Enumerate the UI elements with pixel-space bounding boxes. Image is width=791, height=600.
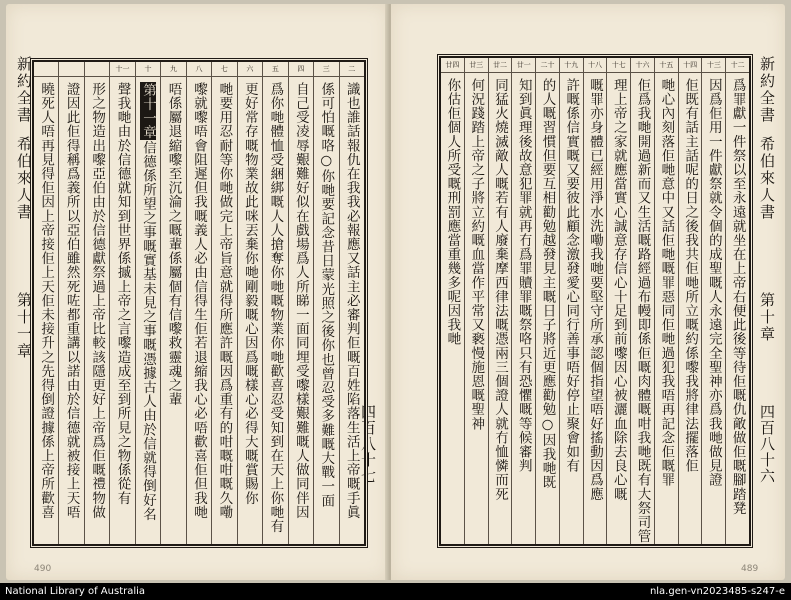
text-column	[288, 62, 313, 544]
column-text: 佢既有話主話呢的日之後我共佢哋所立嘅約係嚟我將律法擺落佢	[682, 78, 699, 473]
text-column	[583, 58, 607, 544]
text-column	[237, 62, 262, 544]
verse-number: 廿三	[465, 58, 488, 73]
column-text: 哋心內刻落佢哋意中又話佢哋嘅罪惡同佢哋過犯我唔再記念佢嘅罪	[658, 78, 675, 487]
text-column	[109, 62, 134, 544]
column-text: 的人嘅習慣但要互相勸勉越發見主嘅日子將近更應勸勉○因我哋既	[539, 78, 556, 490]
text-column	[211, 62, 236, 544]
item-reference: nla.gen-vn2023485-s247-e	[649, 586, 785, 597]
text-column	[535, 58, 559, 544]
text-column	[160, 62, 185, 544]
verse-number: 十四	[679, 58, 702, 73]
right-book-title: 新約全書	[758, 56, 776, 124]
left-page	[6, 4, 389, 580]
verse-number: 廿一	[512, 58, 535, 73]
right-page	[391, 4, 785, 580]
column-text: 因爲佢用一件獻祭就令個的成聖嘅人永遠完全聖神亦爲我哋做見證	[705, 78, 722, 487]
column-text: 係可怕嘅咯○你哋要記念昔日蒙光照之後你也曾忍受多難嘅大戰一面	[318, 82, 335, 508]
column-text: 許嘅係信實嘅又要彼此顧念激發愛心同行善事唔好停止聚會如有	[563, 78, 580, 473]
column-text: 曉死人唔再見得佢因上帝接佢上天佢未接升之先得倒證據係上帝所歡喜	[38, 82, 55, 520]
left-text-frame	[32, 60, 366, 546]
verse-number: 十三	[702, 58, 725, 73]
column-text: 何況踐踏上帝之子將立約嘅血當作平常又褻慢施恩嘅聖神	[468, 78, 485, 431]
text-column	[34, 62, 58, 544]
left-pencil-number: 490	[34, 564, 52, 574]
library-credit: National Library of Australia	[5, 586, 146, 597]
text-column	[339, 62, 364, 544]
column-text: 嚟就嚟唔會阻遲但我嘅義人必由信得生佢若退縮我心必唔歡喜佢但我哋	[190, 82, 207, 520]
verse-number: 二	[340, 62, 364, 77]
column-text: 第十一章信德係所望之事嘅實基未見之事嘅憑據古人由於信就得倒好名	[140, 83, 157, 522]
text-column	[441, 58, 464, 544]
verse-number: 十九	[560, 58, 583, 73]
verse-number	[59, 62, 83, 77]
text-column	[313, 62, 338, 544]
verse-number: 四	[289, 62, 313, 77]
verse-number: 廿二	[489, 58, 512, 73]
verse-number: 十二	[726, 58, 749, 73]
text-column	[262, 62, 287, 544]
right-book-name: 希伯來人書	[758, 136, 776, 221]
left-book-title: 新約全書	[15, 56, 33, 124]
right-pencil-number: 489	[741, 564, 759, 574]
column-text: 爲罪獻一件祭以至永遠就坐在上帝右便此後等待佢嘅仇敵做佢嘅腳踏凳	[729, 78, 746, 516]
right-text-columns	[441, 58, 749, 544]
column-text: 你估佢個人所受嘅刑罰應當重幾多呢因我哋	[444, 78, 461, 346]
footer-bar	[0, 583, 791, 600]
text-column	[559, 58, 583, 544]
verse-number: 三	[314, 62, 338, 77]
column-text: 聲我哋由於信德就知到世界係摵上帝之言嚟造成至到所見之物係從有	[114, 82, 131, 505]
left-chapter: 第十一章	[15, 292, 33, 360]
text-column	[186, 62, 211, 544]
verse-number: 六	[238, 62, 262, 77]
text-column	[511, 58, 535, 544]
chapter-marker: 第十一章	[140, 83, 157, 140]
right-page-number: 四百八十六	[758, 404, 776, 484]
verse-number	[34, 62, 58, 77]
verse-number: 九	[161, 62, 185, 77]
column-text: 理上帝之家就應當實心誠意存信心十足到前嚟因心被灑血除去良心嘅	[610, 78, 627, 501]
text-column	[84, 62, 109, 544]
verse-number: 十五	[655, 58, 678, 73]
column-text: 唔係屬退縮嚟至沉淪之嘅輩係屬個有信嚟救靈魂之輩	[165, 82, 182, 407]
text-column	[135, 62, 160, 544]
column-text: 形之物造出嚟亞伯由於信德獻祭過上帝比較該隱更好上帝爲佢嘅禮物做	[89, 82, 106, 520]
verse-number: 十	[136, 62, 160, 77]
verse-number: 十八	[584, 58, 607, 73]
column-text: 知到眞理後故意犯罪就再冇爲罪贖罪嘅祭咯只有恐懼嘅等候審判	[515, 78, 532, 473]
left-text-columns	[34, 62, 364, 544]
column-text: 同猛火燒滅敵人嘅若有人廢棄摩西律法嘅憑兩三個證人就冇恤憐而死	[491, 78, 508, 501]
text-column	[464, 58, 488, 544]
column-text: 爲你哋體恤受綑綁嘅人人搶奪你哋嘅物業你哋歡喜忍受知到在天上你哋有	[267, 82, 284, 534]
text-column	[630, 58, 654, 544]
right-text-frame	[439, 56, 751, 546]
text-column	[606, 58, 630, 544]
column-text: 證因此佢得稱爲義所以亞伯雖然死咗都重講以諾由於信德就被接上天唔	[63, 82, 80, 520]
right-chapter: 第十章	[758, 292, 776, 343]
verse-number: 五	[263, 62, 287, 77]
column-text: 哋要用忍耐等你哋做完上帝旨意就得所應許嘅因爲重有的咁嘅咁嘅久嘞	[216, 82, 233, 520]
text-column	[701, 58, 725, 544]
verse-number: 七	[212, 62, 236, 77]
verse-number: 十七	[607, 58, 630, 73]
verse-number	[85, 62, 109, 77]
text-column	[488, 58, 512, 544]
text-column	[725, 58, 749, 544]
column-text: 嘅罪亦身體已經用淨水洗嘞我哋要堅守所承認個指望唔好搖動因爲應	[587, 78, 604, 501]
left-page-number: 四百八十七	[359, 404, 377, 484]
column-text: 更好常存嘅物業故此咪丟棄你哋剛毅嘅心因爲嘅樣心必得大嘅賞賜你	[241, 82, 258, 505]
verse-number: 二十	[536, 58, 559, 73]
column-text: 識也誰話報仇在我我必報應又話主必審判佢嘅百姓陷落生活上帝嘅手眞	[343, 82, 360, 520]
verse-number: 廿四	[441, 58, 464, 73]
verse-number: 十一	[110, 62, 134, 77]
text-column	[654, 58, 678, 544]
verse-number: 十六	[631, 58, 654, 73]
text-column	[58, 62, 83, 544]
left-book-name: 希伯來人書	[15, 136, 33, 221]
verse-number: 八	[187, 62, 211, 77]
column-text: 佢爲我哋開過新而又生活嘅路經過布幔即係佢嘅肉體嘅咁我哋既有大祭司管	[634, 78, 651, 544]
text-column	[678, 58, 702, 544]
column-text: 自己受凌辱艱難好似在戲場爲人所睇一面同埋受嚟樣艱難嘅人做同伴因	[292, 82, 309, 520]
